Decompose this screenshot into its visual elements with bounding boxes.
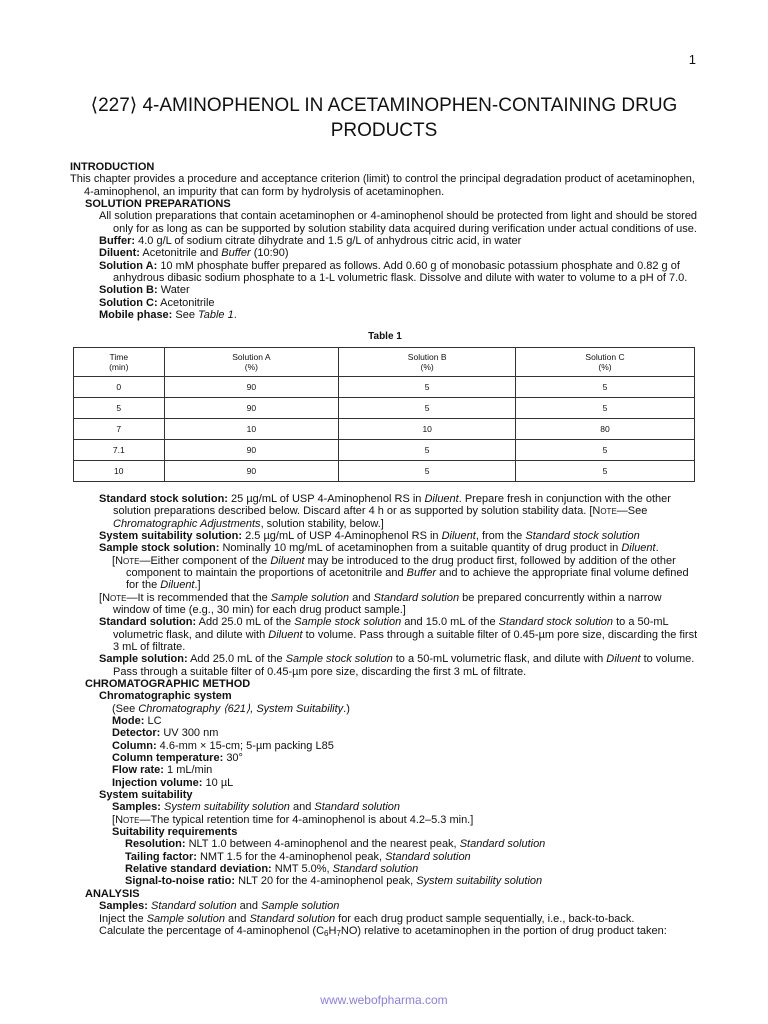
calculate-text: Calculate the percentage of 4-aminophenol (C xyxy=(99,924,325,937)
table-header-row xyxy=(74,347,695,376)
sample-stock-ref: Sample stock solution xyxy=(294,616,402,629)
mobile-phase-text: See xyxy=(175,309,199,322)
tailing-factor-entry xyxy=(70,851,700,863)
standard-solution-text: and 15.0 mL of the xyxy=(401,616,499,629)
standard-solution-text: to volume. Pass through a suitable filter of 0.45-µm pore size, discarding the first 3 mL of filtrate. xyxy=(113,628,698,653)
mode-label: Mode: xyxy=(112,715,145,727)
flow-rate-entry xyxy=(70,764,700,776)
column-temperature-entry xyxy=(70,752,700,764)
solution-a-label: Solution A: xyxy=(99,259,158,272)
diluent-ref: Diluent xyxy=(606,653,641,666)
sample-solution-ref: Sample solution xyxy=(270,591,350,604)
standard-stock-text: . Prepare fresh in conjunction with the other solution preparations described below. Discard after 4 h or as supported by solution stability data. [ xyxy=(113,492,671,518)
table-cell: 5 xyxy=(516,439,695,460)
sample-solution-ref: Sample solution xyxy=(146,912,225,925)
injection-volume-value: 10 µL xyxy=(205,776,234,789)
page-title: ⟨227⟩ 4-AMINOPHENOL IN ACETAMINOPHEN-CONTAINING DRUG PRODUCTS xyxy=(90,95,678,141)
standard-stock-entry xyxy=(70,493,700,530)
and-text: and xyxy=(224,912,250,925)
table-cell: 5 xyxy=(74,397,165,418)
table-row xyxy=(74,460,695,481)
header-unit: (%) xyxy=(244,361,259,372)
formula-text: H xyxy=(328,924,337,937)
standard-solution-ref: Standard solution xyxy=(459,838,546,851)
sample-stock-text: Nominally 10 mg/mL of acetaminophen from a suitable quantity of drug product in xyxy=(222,542,622,555)
mobile-phase-end: . xyxy=(233,309,237,322)
standard-stock-ref: Standard stock solution xyxy=(498,616,614,629)
diluent-buffer-ref: Buffer xyxy=(221,247,251,260)
table-cell: 5 xyxy=(339,397,516,418)
signal-to-noise-value: NLT 20 for the 4-aminophenol peak, xyxy=(238,875,417,888)
system-suitability-heading: System suitability xyxy=(99,789,193,802)
mode-entry xyxy=(70,715,700,727)
see-text-end: .) xyxy=(343,702,350,715)
diluent-ref: Diluent xyxy=(268,628,303,641)
table-row xyxy=(74,418,695,439)
mobile-phase-label: Mobile phase: xyxy=(99,309,173,322)
sample-solution-ref: Sample solution xyxy=(261,900,340,913)
resolution-label: Resolution: xyxy=(125,838,186,851)
diluent-ref: Diluent xyxy=(160,579,195,592)
sample-solution-text: to volume. Pass through a suitable filter of 0.45-µm pore size, discarding the first 3 mL of filtrate. xyxy=(113,653,695,678)
note-word: Note xyxy=(115,554,140,567)
system-suitability-solution-ref: System suitability solution xyxy=(416,875,543,888)
flow-rate-label: Flow rate: xyxy=(112,764,164,777)
note-text: may be introduced to the drug product first, followed by addition of the other component to maintain the proportions of acetonitrile and xyxy=(126,554,676,579)
injection-volume-entry xyxy=(70,777,700,789)
inject-text: Inject the xyxy=(99,912,147,925)
standard-solution-ref: Standard solution xyxy=(385,850,471,863)
procedure-section xyxy=(70,493,700,940)
diluent-ref: Diluent xyxy=(424,492,459,505)
diluent-ref: Diluent xyxy=(621,542,656,555)
detector-value: UV 300 nm xyxy=(163,727,219,740)
table-cell: 5 xyxy=(339,439,516,460)
table-cell: 0 xyxy=(74,376,165,397)
chromatographic-system-heading: Chromatographic system xyxy=(99,690,232,703)
table-cell: 5 xyxy=(516,397,695,418)
solution-b-label: Solution B: xyxy=(99,284,158,297)
buffer-text: 4.0 g/L of sodium citrate dihydrate and 1.5 g/L of anhydrous citric acid, in water xyxy=(138,235,522,248)
sample-stock-entry xyxy=(70,542,700,554)
flow-rate-value: 1 mL/min xyxy=(167,764,213,777)
calculate-instruction xyxy=(70,925,700,940)
system-suitability-solution-ref: System suitability solution xyxy=(163,801,290,814)
table-cell: 80 xyxy=(516,418,695,439)
table-cell: 10 xyxy=(74,460,165,481)
table-cell: 5 xyxy=(339,460,516,481)
diluent-ref: Diluent xyxy=(441,529,476,542)
sample-solution-label: Sample solution: xyxy=(99,653,188,666)
solution-c-entry xyxy=(70,297,700,309)
standard-solution-label: Standard solution: xyxy=(99,616,197,629)
table-row xyxy=(74,439,695,460)
detector-entry xyxy=(70,727,700,739)
and-text: and xyxy=(289,801,315,814)
solution-b-text: Water xyxy=(160,284,190,297)
solution-preparations-text: All solution preparations that contain acetaminophen or 4-aminophenol should be protected from light and should be stored only for as long as can be supported by solution stability data acquired during verification under actual conditions of use. xyxy=(99,210,698,235)
calculate-text: NO) relative to acetaminophen in the portion of drug product taken: xyxy=(340,924,667,937)
diluent-entry xyxy=(70,247,700,259)
intro-text: This chapter provides a procedure and acceptance criterion (limit) to control the principal degradation product of acetaminophen, 4-aminophenol, an impurity that can form by hydrolysis of acetaminophen. xyxy=(70,173,695,198)
sample-solution-entry xyxy=(70,653,700,678)
column-label: Column: xyxy=(112,739,157,752)
standard-solution-ref: Standard solution xyxy=(314,801,401,814)
buffer-label: Buffer: xyxy=(99,235,136,248)
detector-label: Detector: xyxy=(112,727,161,740)
chromatography-reference xyxy=(70,703,700,715)
note-word: Note xyxy=(592,505,617,518)
page-number: 1 xyxy=(688,52,696,67)
rsd-entry xyxy=(70,863,700,875)
gradient-table xyxy=(73,347,695,482)
column-value: 4.6-mm × 15-cm; 5-µm packing L85 xyxy=(159,739,334,752)
table-header-cell xyxy=(516,347,695,376)
sample-solution-text: Add 25.0 mL of the xyxy=(190,653,286,666)
standard-stock-label: Standard stock solution: xyxy=(99,492,228,505)
table-cell: 90 xyxy=(164,460,339,481)
table-cell: 5 xyxy=(516,460,695,481)
chromatography-ref: Chromatography ⟨621⟩, System Suitability xyxy=(138,702,344,715)
note-diluent: [Note—Either component of the Diluent may be introduced to the drug product first, followed by addition of the other component to maintain the proportions of acetonitrile and Buffer and to achieve the appropriate final volume defined for the Diluent.] xyxy=(112,554,689,592)
table-cell: 90 xyxy=(164,439,339,460)
header-unit: (%) xyxy=(420,361,434,372)
standard-solution-ref: Standard solution xyxy=(373,591,460,604)
suitability-requirements-heading: Suitability requirements xyxy=(112,826,238,839)
note-text: —Either component of the xyxy=(139,554,271,567)
table-header-cell xyxy=(74,347,165,376)
mobile-phase-entry xyxy=(70,309,700,321)
note-text: .] xyxy=(194,579,201,592)
system-suitability-solution-text: , from the xyxy=(475,529,526,542)
analysis-samples-entry xyxy=(70,900,700,912)
system-suitability-solution-label: System suitability solution: xyxy=(99,529,243,542)
tailing-factor-label: Tailing factor: xyxy=(125,850,197,863)
table-cell: 90 xyxy=(164,376,339,397)
signal-to-noise-label: Signal-to-noise ratio: xyxy=(125,875,235,888)
note-text: and to achieve the appropriate final volume defined for the xyxy=(126,566,689,592)
footer-website[interactable]: www.webofpharma.com xyxy=(320,993,448,1007)
header-unit: (%) xyxy=(598,361,612,372)
header-line: Time xyxy=(109,351,129,362)
table-header-cell xyxy=(339,347,516,376)
inject-instruction xyxy=(70,913,700,925)
solution-c-text: Acetonitrile xyxy=(160,296,215,309)
standard-stock-ref: Standard stock solution xyxy=(525,529,640,542)
standard-solution-ref: Standard solution xyxy=(249,912,336,925)
sample-stock-label: Sample stock solution: xyxy=(99,542,220,555)
standard-stock-text: —See xyxy=(616,505,648,518)
solution-a-entry xyxy=(70,260,700,285)
system-suitability-solution-text: 2.5 µg/mL of USP 4-Aminophenol RS in xyxy=(245,529,442,542)
chromatographic-method-heading: CHROMATOGRAPHIC METHOD xyxy=(85,677,251,690)
diluent-ratio: (10:90) xyxy=(250,247,289,260)
mobile-phase-table-ref: Table 1 xyxy=(198,309,234,322)
table-cell: 7.1 xyxy=(74,439,165,460)
header-line: Solution C xyxy=(585,351,625,362)
solution-preparations-heading: SOLUTION PREPARATIONS xyxy=(85,198,231,211)
header-unit: (min) xyxy=(109,361,129,372)
note-concurrent: [Note—It is recommended that the Sample solution and Standard solution be prepared concurrently within a narrow window of time (e.g., 30 min) for each drug product sample.] xyxy=(99,591,662,616)
note-text: —The typical retention time for 4-aminophenol is about 4.2–5.3 min.] xyxy=(139,813,474,826)
table-cell: 10 xyxy=(164,418,339,439)
formula-subscript: 7 xyxy=(336,928,341,938)
resolution-value: NLT 1.0 between 4-aminophenol and the nearest peak, xyxy=(188,838,460,851)
note-text: —It is recommended that the xyxy=(126,591,271,604)
standard-solution-ref: Standard solution xyxy=(332,863,419,876)
table-cell: 90 xyxy=(164,397,339,418)
sample-solution-text: to a 50-mL volumetric flask, and dilute with xyxy=(392,653,607,666)
intro-heading: INTRODUCTION xyxy=(70,161,155,173)
solution-a-text: 10 mM phosphate buffer prepared as follows. Add 0.60 g of monobasic potassium phosphate and 0.82 g of anhydrous dibasic sodium phosphate to a 1-L volumetric flask. Dissolve and dilute with water to volume to a pH of 7.0. xyxy=(113,259,688,285)
standard-solution-text: to a 50-mL volumetric flask, and dilute with xyxy=(113,616,669,641)
samples-entry xyxy=(70,801,700,813)
diluent-text: Acetonitrile and xyxy=(142,247,222,260)
analysis-samples-label: Samples: xyxy=(99,900,148,913)
injection-volume-label: Injection volume: xyxy=(112,776,203,789)
table-cell: 10 xyxy=(339,418,516,439)
see-text: (See xyxy=(112,702,139,715)
header-line: Solution A xyxy=(232,351,271,362)
formula-subscript: 6 xyxy=(324,928,329,938)
diluent-ref: Diluent xyxy=(270,554,305,567)
note-word: Note xyxy=(102,591,127,604)
table-cell: 7 xyxy=(74,418,165,439)
chromatographic-adjustments-ref: Chromatographic Adjustments xyxy=(113,517,261,530)
standard-stock-text: 25 µg/mL of USP 4-Aminophenol RS in xyxy=(231,492,425,505)
standard-solution-entry xyxy=(70,616,700,653)
standard-solution-ref: Standard solution xyxy=(150,900,237,913)
standard-stock-text: , solution stability, below.] xyxy=(260,517,384,530)
solution-b-entry xyxy=(70,284,700,296)
standard-solution-text: Add 25.0 mL of the xyxy=(198,616,295,629)
rsd-label: Relative standard deviation: xyxy=(125,863,272,876)
samples-label: Samples: xyxy=(112,801,161,814)
sample-stock-text: . xyxy=(655,542,659,555)
note-text: and xyxy=(349,591,374,604)
inject-text: for each drug product sample sequentially, i.e., back-to-back. xyxy=(335,912,635,925)
resolution-entry xyxy=(70,838,700,850)
column-entry xyxy=(70,740,700,752)
signal-to-noise-entry xyxy=(70,875,700,887)
buffer-ref: Buffer xyxy=(406,566,437,579)
document-body xyxy=(70,161,700,940)
solution-c-label: Solution C: xyxy=(99,296,158,309)
diluent-label: Diluent: xyxy=(99,247,140,260)
note-text: be prepared concurrently within a narrow window of time (e.g., 30 min) for each drug product sample.] xyxy=(113,591,662,616)
note-retention: [Note—The typical retention time for 4-aminophenol is about 4.2–5.3 min.] xyxy=(112,813,474,826)
buffer-entry xyxy=(70,235,700,247)
table-row xyxy=(74,397,695,418)
column-temperature-label: Column temperature: xyxy=(112,752,224,765)
column-temperature-value: 30° xyxy=(226,752,243,765)
sample-stock-ref: Sample stock solution xyxy=(285,653,393,666)
table-row xyxy=(74,376,695,397)
note-word: Note xyxy=(115,813,140,826)
table-header-cell xyxy=(164,347,339,376)
table-cell: 5 xyxy=(516,376,695,397)
tailing-factor-value: NMT 1.5 for the 4-aminophenol peak, xyxy=(199,850,386,863)
rsd-value: NMT 5.0%, xyxy=(274,863,333,876)
system-suitability-solution-entry xyxy=(70,530,700,542)
mode-value: LC xyxy=(147,715,162,727)
header-line: Solution B xyxy=(407,351,447,362)
analysis-heading: ANALYSIS xyxy=(85,887,140,900)
table-cell: 5 xyxy=(339,376,516,397)
table-caption: Table 1 xyxy=(368,331,402,343)
and-text: and xyxy=(236,900,262,913)
